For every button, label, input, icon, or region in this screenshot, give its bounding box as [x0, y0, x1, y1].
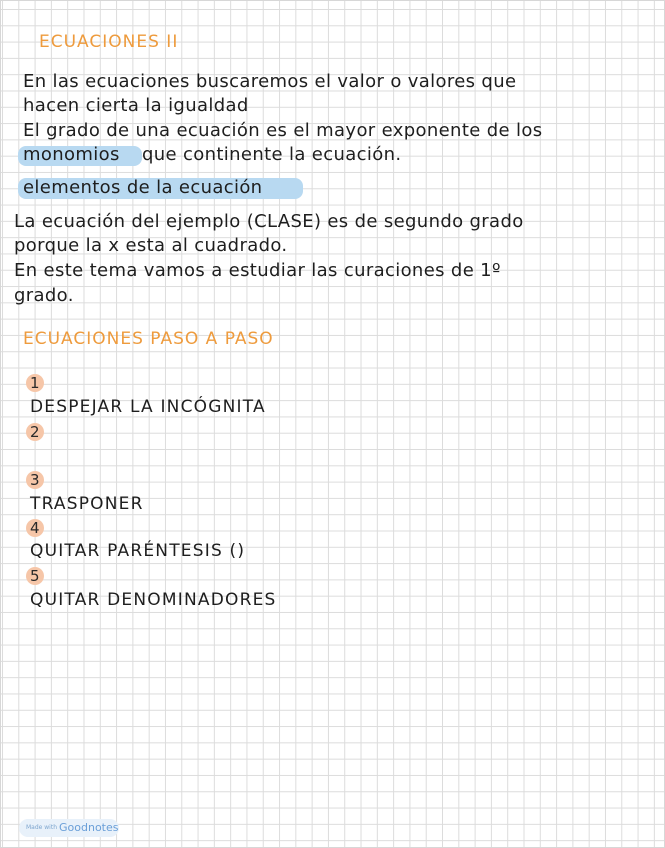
paragraph-line-1: La ecuación del ejemplo (CLASE) es de segundo grado: [14, 211, 524, 232]
step-1-label: DESPEJAR LA INCÓGNITA: [30, 397, 266, 417]
step-5-number: 5: [30, 567, 40, 585]
paragraph-line-4: grado.: [14, 285, 74, 306]
step-4-number: 4: [30, 519, 40, 537]
intro-line-4-rest: que continente la ecuación.: [142, 144, 402, 165]
section-heading: elementos de la ecuación: [23, 177, 263, 198]
intro-line-2: hacen cierta la igualdad: [23, 95, 249, 116]
step-3-label: TRASPONER: [30, 494, 144, 514]
step-3-number: 3: [30, 471, 40, 489]
step-4-label: QUITAR PARÉNTESIS (): [30, 541, 246, 561]
paragraph-line-2: porque la x esta al cuadrado.: [14, 235, 288, 256]
step-5-label: QUITAR DENOMINADORES: [30, 590, 277, 610]
intro-line-4-highlight: monomios: [23, 144, 120, 165]
goodnotes-badge-small-text: Made with: [26, 824, 57, 831]
paragraph-line-3: En este tema vamos a estudiar las curaciones de 1º: [14, 260, 501, 281]
goodnotes-badge-logo-text: Goodnotes: [59, 821, 119, 834]
step-1-number: 1: [30, 374, 40, 392]
intro-line-3: El grado de una ecuación es el mayor exponente de los: [23, 120, 543, 141]
intro-line-1: En las ecuaciones buscaremos el valor o valores que: [23, 71, 517, 92]
step-2-number: 2: [30, 423, 40, 441]
page-title: ECUACIONES II: [39, 32, 179, 52]
steps-title: ECUACIONES PASO A PASO: [23, 329, 274, 349]
